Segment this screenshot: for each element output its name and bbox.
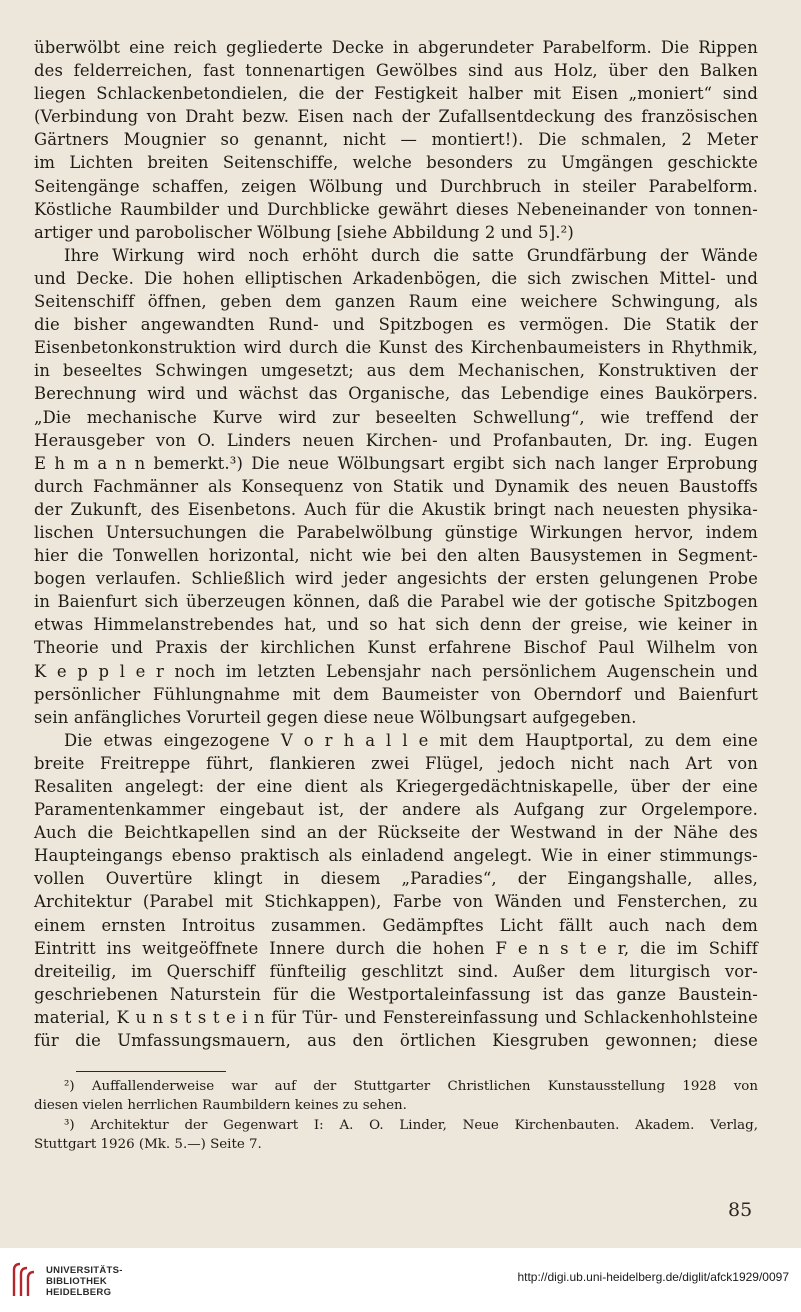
text-line: (Verbindung von Draht bezw. Eisen nach der Zufallsentdeckung des französischen — [34, 107, 758, 127]
text-line: Gärtners Mougnier so genannt, nicht — montiert!). Die schmalen, 2 Meter — [34, 130, 758, 150]
text-line: liegen Schlackenbetondielen, die der Festigkeit halber mit Eisen „moniert“ sind — [34, 84, 758, 104]
library-name-line: HEIDELBERG — [46, 1287, 112, 1298]
text-line: Seitengänge schaffen, zeigen Wölbung und Durchbruch in steiler Parabelform. — [34, 176, 758, 196]
library-name-line: UNIVERSITÄTS- — [46, 1265, 123, 1276]
footnote-line: diesen vielen herrlichen Raumbildern keines zu sehen. — [34, 1098, 407, 1114]
text-line: durch Fachmänner als Konsequenz von Statik und Dynamik des neuen Baustoffs — [34, 476, 758, 496]
text-line: material, K u n s t s t e i n für Tür- und Fenstereinfassung und Schlackenhohlsteine — [34, 1007, 758, 1027]
text-line: sein anfängliches Vorurteil gegen diese neue Wölbungsart aufgegeben. — [34, 707, 637, 727]
footnote-line: ²) Auffallenderweise war auf der Stuttgarter Christlichen Kunstausstellung 1928 von — [64, 1079, 758, 1094]
text-line: Seitenschiff öffnen, geben dem ganzen Raum eine weichere Schwingung, als — [34, 292, 758, 312]
text-line: K e p p l e r noch im letzten Lebensjahr nach persönlichem Augenschein und — [34, 661, 758, 681]
footnotes — [34, 1077, 758, 1155]
footnote-line: ³) Architektur der Gegenwart I: A. O. Linder, Neue Kirchenbauten. Akadem. Verlag, — [64, 1117, 758, 1133]
text-line: bogen verlaufen. Schließlich wird jeder angesichts der ersten gelungenen Probe — [34, 569, 758, 589]
library-logo-icon — [10, 1260, 38, 1300]
text-line: einem ernsten Introitus zusammen. Gedämpftes Licht fällt auch nach dem — [34, 915, 758, 935]
text-line: in Baienfurt sich überzeugen können, daß die Parabel wie der gotische Spitzbogen — [34, 592, 758, 612]
text-line: hier die Tonwellen horizontal, nicht wie bei den alten Bausystemen in Segment- — [34, 546, 758, 566]
text-line: artiger und parobolischer Wölbung [siehe Abbildung 2 und 5].²) — [34, 222, 574, 242]
text-line: vollen Ouvertüre klingt in diesem „Paradies“, der Eingangshalle, alles, — [34, 869, 758, 889]
text-line: Berechnung wird und wächst das Organische, das Lebendige eines Baukörpers. — [34, 384, 758, 404]
text-line: im Lichten breiten Seitenschiffe, welche besonders zu Umgängen geschickte — [34, 153, 758, 173]
text-line: Paramentenkammer eingebaut ist, der andere als Aufgang zur Orgelempore. — [34, 800, 758, 820]
text-line: des felderreichen, fast tonnenartigen Gewölbes sind aus Holz, über den Balken — [34, 61, 758, 81]
paragraph — [34, 244, 758, 729]
text-line: „Die mechanische Kurve wird zur beseelten Schwellung“, wie treffend der — [34, 407, 758, 427]
footnote — [34, 1077, 758, 1116]
text-line: Resaliten angelegt: der eine dient als Kriegergedächtniskapelle, über der eine — [34, 777, 758, 796]
text-line: Architektur (Parabel mit Stichkappen), Farbe von Wänden und Fensterchen, zu — [34, 892, 758, 912]
paragraph — [34, 36, 758, 244]
body-text — [34, 36, 758, 1052]
text-line: Theorie und Praxis der kirchlichen Kunst erfahrene Bischof Paul Wilhelm von — [34, 638, 758, 658]
text-line: E h m a n n bemerkt.³) Die neue Wölbungsart ergibt sich nach langer Erprobung — [34, 453, 758, 473]
text-line: Ihre Wirkung wird noch erhöht durch die satte Grundfärbung der Wände — [64, 245, 758, 265]
footnote-rule — [76, 1071, 226, 1072]
paragraph — [34, 729, 758, 1052]
text-line: persönlicher Fühlungnahme mit dem Baumeister von Oberndorf und Baienfurt — [34, 684, 758, 704]
footnote-line: Stuttgart 1926 (Mk. 5.—) Seite 7. — [34, 1137, 262, 1153]
text-line: Eintritt ins weitgeöffnete Innere durch die hohen F e n s t e r, die im Schiff — [34, 938, 758, 958]
text-line: Herausgeber von O. Linders neuen Kirchen- und Profanbauten, Dr. ing. Eugen — [34, 430, 758, 450]
text-line: Auch die Beichtkapellen sind an der Rückseite der Westwand in der Nähe des — [34, 823, 758, 843]
library-name — [46, 1265, 123, 1298]
source-url-link[interactable]: http://digi.ub.uni-heidelberg.de/diglit/afck1929/0097 — [517, 1270, 789, 1284]
text-line: geschriebenen Naturstein für die Westportaleinfassung ist das ganze Baustein- — [34, 984, 758, 1004]
text-line: etwas Himmelanstrebendes hat, und so hat sich denn der greise, wie keiner in — [34, 615, 758, 635]
text-line: für die Umfassungsmauern, aus den örtlichen Kiesgruben gewonnen; diese — [34, 1031, 758, 1051]
text-line: Die etwas eingezogene V o r h a l l e mit dem Hauptportal, zu dem eine — [64, 730, 758, 750]
footnote — [34, 1116, 758, 1155]
library-name-line: BIBLIOTHEK — [46, 1276, 108, 1287]
text-line: Eisenbetonkonstruktion wird durch die Kunst des Kirchenbaumeisters in Rhythmik, — [34, 338, 758, 358]
text-line: dreiteilig, im Querschiff fünfteilig geschlitzt sind. Außer dem liturgisch vor- — [34, 961, 758, 981]
text-line: der Zukunft, des Eisenbetons. Auch für die Akustik bringt nach neuesten physika- — [34, 499, 758, 519]
text-line: und Decke. Die hohen elliptischen Arkadenbögen, die sich zwischen Mittel- und — [34, 268, 758, 288]
text-line: in beseeltes Schwingen umgesetzt; aus dem Mechanischen, Konstruktiven der — [34, 361, 758, 381]
text-line: überwölbt eine reich gegliederte Decke in abgerundeter Parabelform. Die Rippen — [34, 38, 758, 57]
text-line: Haupteingangs ebenso praktisch als einladend angelegt. Wie in einer stimmungs- — [34, 846, 758, 866]
text-line: die bisher angewandten Rund- und Spitzbogen es vermögen. Die Statik der — [34, 315, 758, 335]
page-number: 85 — [728, 1199, 753, 1221]
footer-bar — [0, 1248, 801, 1312]
text-line: lischen Untersuchungen die Parabelwölbung günstige Wirkungen hervor, indem — [34, 522, 758, 542]
text-line: Köstliche Raumbilder und Durchblicke gewährt dieses Nebeneinander von tonnen- — [34, 199, 758, 219]
text-line: breite Freitreppe führt, flankieren zwei Flügel, jedoch nicht nach Art von — [34, 753, 758, 773]
